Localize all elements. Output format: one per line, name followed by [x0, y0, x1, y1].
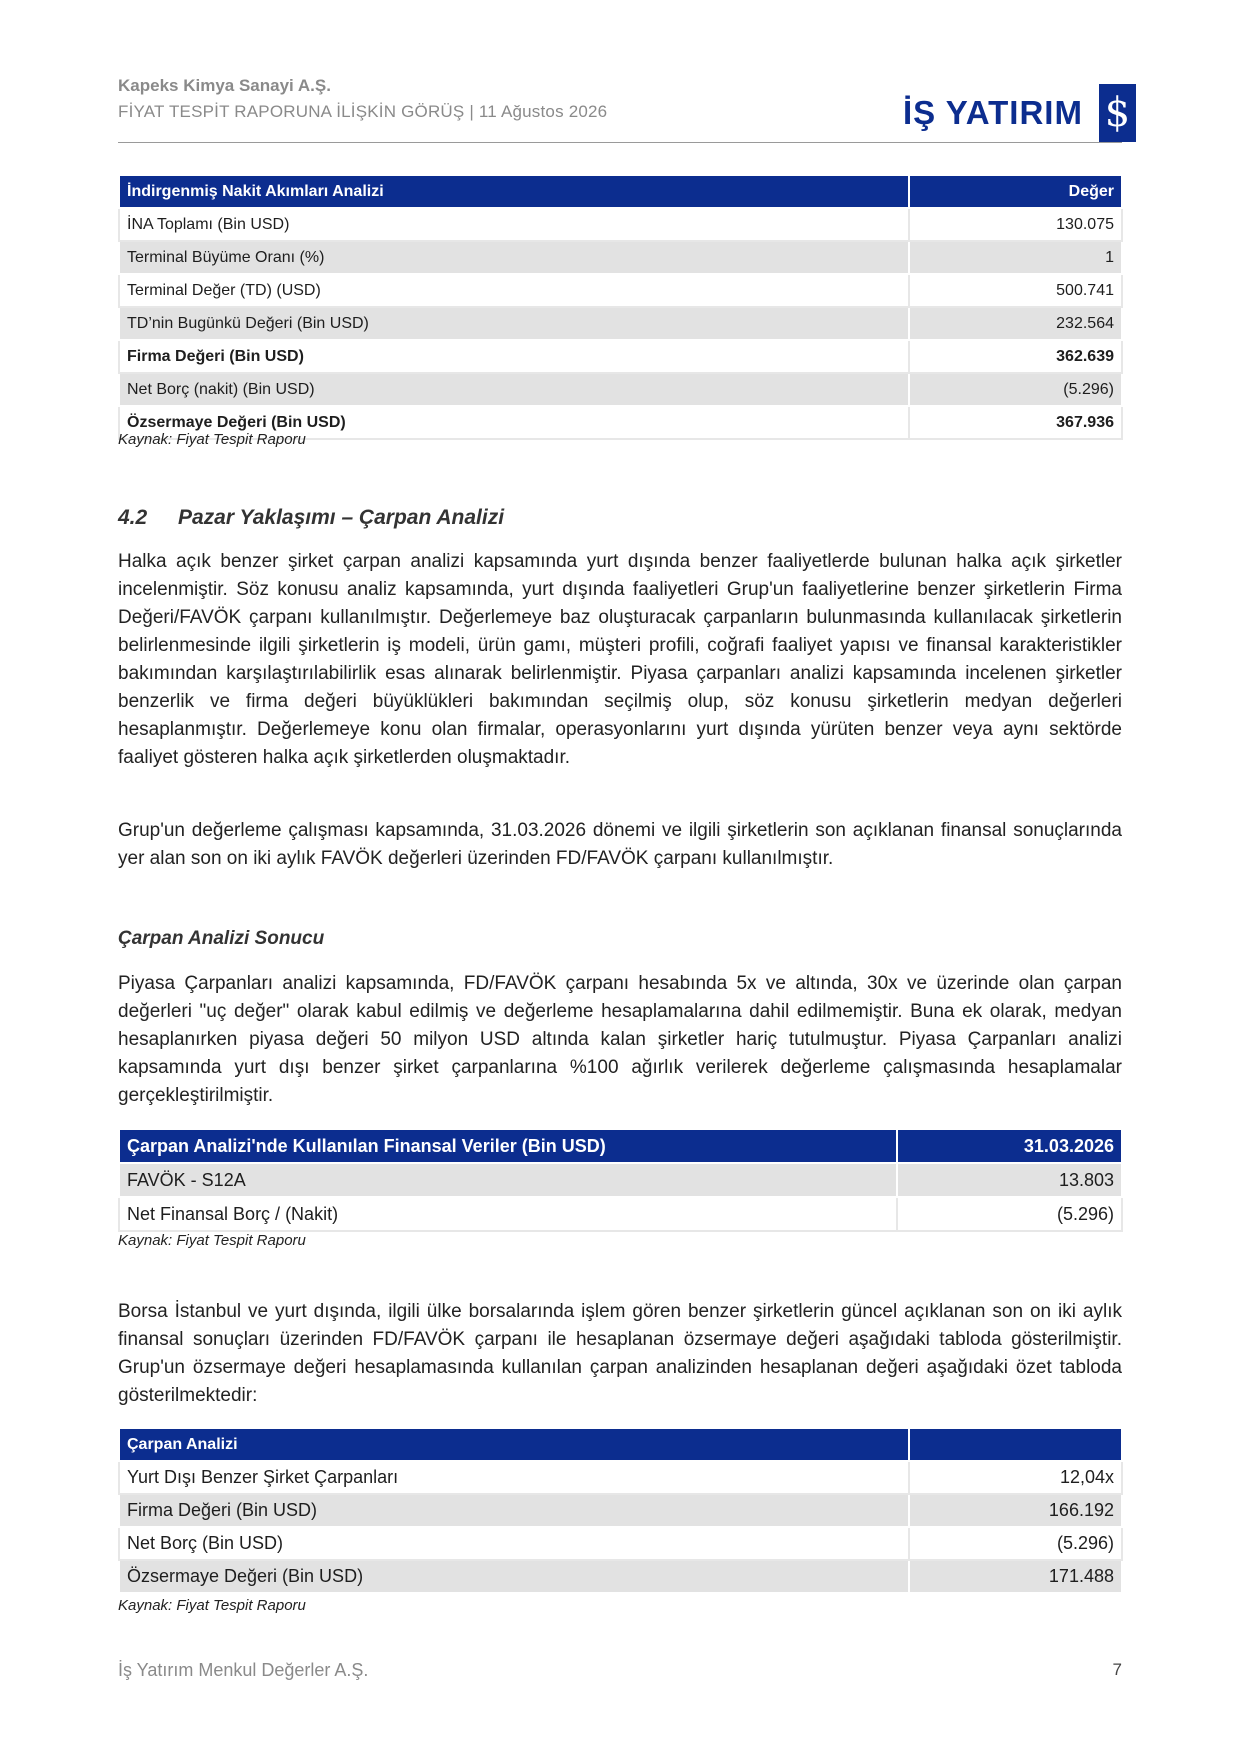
row-label: İNA Toplamı (Bin USD): [119, 208, 909, 241]
footer-company: İş Yatırım Menkul Değerler A.Ş.: [118, 1660, 369, 1680]
row-value: 13.803: [897, 1163, 1122, 1197]
table-header-value: [909, 1428, 1122, 1461]
row-value: (5.296): [897, 1197, 1122, 1231]
dcf-table-source: Kaynak: Fiyat Tespit Raporu: [118, 431, 306, 448]
dcf-table: [118, 174, 1123, 440]
table-header-label: Çarpan Analizi'nde Kullanılan Finansal Veriler (Bin USD): [119, 1129, 897, 1163]
table-row: [119, 373, 1122, 406]
row-value: 130.075: [909, 208, 1122, 241]
paragraph-equity-value: Borsa İstanbul ve yurt dışında, ilgili ülke borsalarında işlem gören benzer şirketlerin güncel açıklanan son on iki aylık finansal sonuçları üzerinden FD/FAVÖK çarpanı ile hesaplanan özsermaye değeri aşağıdaki tabloda gösterilmiştir. Grup'un özsermaye değeri hesaplamasında kullanılan çarpan analizinden hesaplanan değeri aşağıdaki özet tabloda gösterilmektedir:: [118, 1301, 1122, 1406]
table-header-row: [119, 1428, 1122, 1461]
row-value: 1: [909, 241, 1122, 274]
row-value: 12,04x: [909, 1461, 1122, 1494]
paragraph-outlier-rules: Piyasa Çarpanları analizi kapsamında, FD/FAVÖK çarpanı hesabında 5x ve altında, 30x ve üzerinde olan çarpan değerleri "uç değer" olarak kabul edilmiş ve değerleme hesaplamalarına dahil edilmemiştir. Buna ek olarak, medyan hesaplanırken piyasa değeri 50 milyon USD altında kalan şirketler hariç tutulmuştur. Piyasa Çarpanları analizi kapsamında yurt dışı benzer şirket çarpanlarına %100 ağırlık verilerek değerleme çalışmasında hesaplamalar gerçekleştirilmiştir.: [118, 973, 1122, 1106]
table-row: [119, 241, 1122, 274]
row-label: Net Finansal Borç / (Nakit): [119, 1197, 897, 1231]
table-row: [119, 307, 1122, 340]
paragraph-peer-analysis: Halka açık benzer şirket çarpan analizi kapsamında yurt dışında benzer faaliyetlerde bulunan halka açık şirketler incelenmiştir. Söz konusu analiz kapsamında, yurt dışında faaliyetleri Grup'un faaliyetlerine benzer şirketlerin Firma Değeri/FAVÖK çarpanı kullanılmıştır. Değerlemeye baz oluşturacak çarpanların bulunmasında kullanılacak şirketlerin belirlenmesinde ilgili şirketlerin iş modeli, ürün gamı, müşteri profili, coğrafi faaliyet yapısı ve finansal karakteristikler bakımından karşılaştırılabilirlik esas alınarak belirlenmiştir. Piyasa çarpanları analizi kapsamında incelenen şirketler benzerlik ve firma değeri büyüklükleri bakımından seçilmiş olup, söz konusu şirketlerin medyan değerleri hesaplanmıştır. Değerlemeye konu olan firmalar, operasyonlarını yurt dışında yürüten benzer veya aynı sektörde faaliyet gösteren halka açık şirketlerden oluşmaktadır.: [118, 551, 1122, 768]
table-header-row: [119, 175, 1122, 208]
row-label: Özsermaye Değeri (Bin USD): [119, 1560, 909, 1593]
section-title: Pazar Yaklaşımı – Çarpan Analizi: [178, 506, 505, 529]
logo-mark-icon: $: [1099, 84, 1136, 142]
multiples-table-source: Kaynak: Fiyat Tespit Raporu: [118, 1597, 306, 1614]
section-heading: [118, 506, 504, 530]
row-label: Net Borç (Bin USD): [119, 1527, 909, 1560]
row-label: Net Borç (nakit) (Bin USD): [119, 373, 909, 406]
row-value: 500.741: [909, 274, 1122, 307]
header-report-line: FİYAT TESPİT RAPORUNA İLİŞKİN GÖRÜŞ | 11 Ağustos 2026: [118, 102, 608, 121]
row-label: Yurt Dışı Benzer Şirket Çarpanları: [119, 1461, 909, 1494]
header-divider: [118, 142, 1122, 143]
row-label: Firma Değeri (Bin USD): [119, 340, 909, 373]
row-value: 362.639: [909, 340, 1122, 373]
row-value: 166.192: [909, 1494, 1122, 1527]
table-row: [119, 1494, 1122, 1527]
row-label: Özsermaye Değeri (Bin USD): [119, 406, 909, 439]
row-label: Terminal Değer (TD) (USD): [119, 274, 909, 307]
row-value: (5.296): [909, 373, 1122, 406]
table-row: [119, 208, 1122, 241]
row-label: Firma Değeri (Bin USD): [119, 1494, 909, 1527]
financial-table-source: Kaynak: Fiyat Tespit Raporu: [118, 1232, 306, 1249]
row-label: FAVÖK - S12A: [119, 1163, 897, 1197]
table-row: [119, 274, 1122, 307]
row-value: 232.564: [909, 307, 1122, 340]
table-row: [119, 1163, 1122, 1197]
row-value: (5.296): [909, 1527, 1122, 1560]
header-company: Kapeks Kimya Sanayi A.Ş.: [118, 76, 331, 95]
is-yatirim-logo: [903, 84, 1136, 142]
multiples-table: [118, 1427, 1123, 1594]
financial-data-table: [118, 1128, 1123, 1232]
table-header-value: 31.03.2026: [897, 1129, 1122, 1163]
row-value: 171.488: [909, 1560, 1122, 1593]
page-number: 7: [1112, 1660, 1122, 1679]
logo-text: İŞ YATIRIM: [903, 94, 1083, 131]
row-value: 367.936: [909, 406, 1122, 439]
table-header-row: [119, 1129, 1122, 1163]
table-row: [119, 340, 1122, 373]
table-row: [119, 1461, 1122, 1494]
table-header-label: İndirgenmiş Nakit Akımları Analizi: [119, 175, 909, 208]
table-row: [119, 1197, 1122, 1231]
table-row: [119, 1527, 1122, 1560]
row-label: Terminal Büyüme Oranı (%): [119, 241, 909, 274]
subheading-multiple-result: Çarpan Analizi Sonucu: [118, 928, 325, 949]
section-number: 4.2: [118, 506, 148, 529]
row-label: TD’nin Bugünkü Değeri (Bin USD): [119, 307, 909, 340]
table-header-value: Değer: [909, 175, 1122, 208]
paragraph-valuation-period: Grup'un değerleme çalışması kapsamında, 31.03.2026 dönemi ve ilgili şirketlerin son açıklanan finansal sonuçlarında yer alan son on iki aylık FAVÖK değerleri üzerinden FD/FAVÖK çarpanı kullanılmıştır.: [118, 820, 1122, 869]
table-row: [119, 1560, 1122, 1593]
table-header-label: Çarpan Analizi: [119, 1428, 909, 1461]
